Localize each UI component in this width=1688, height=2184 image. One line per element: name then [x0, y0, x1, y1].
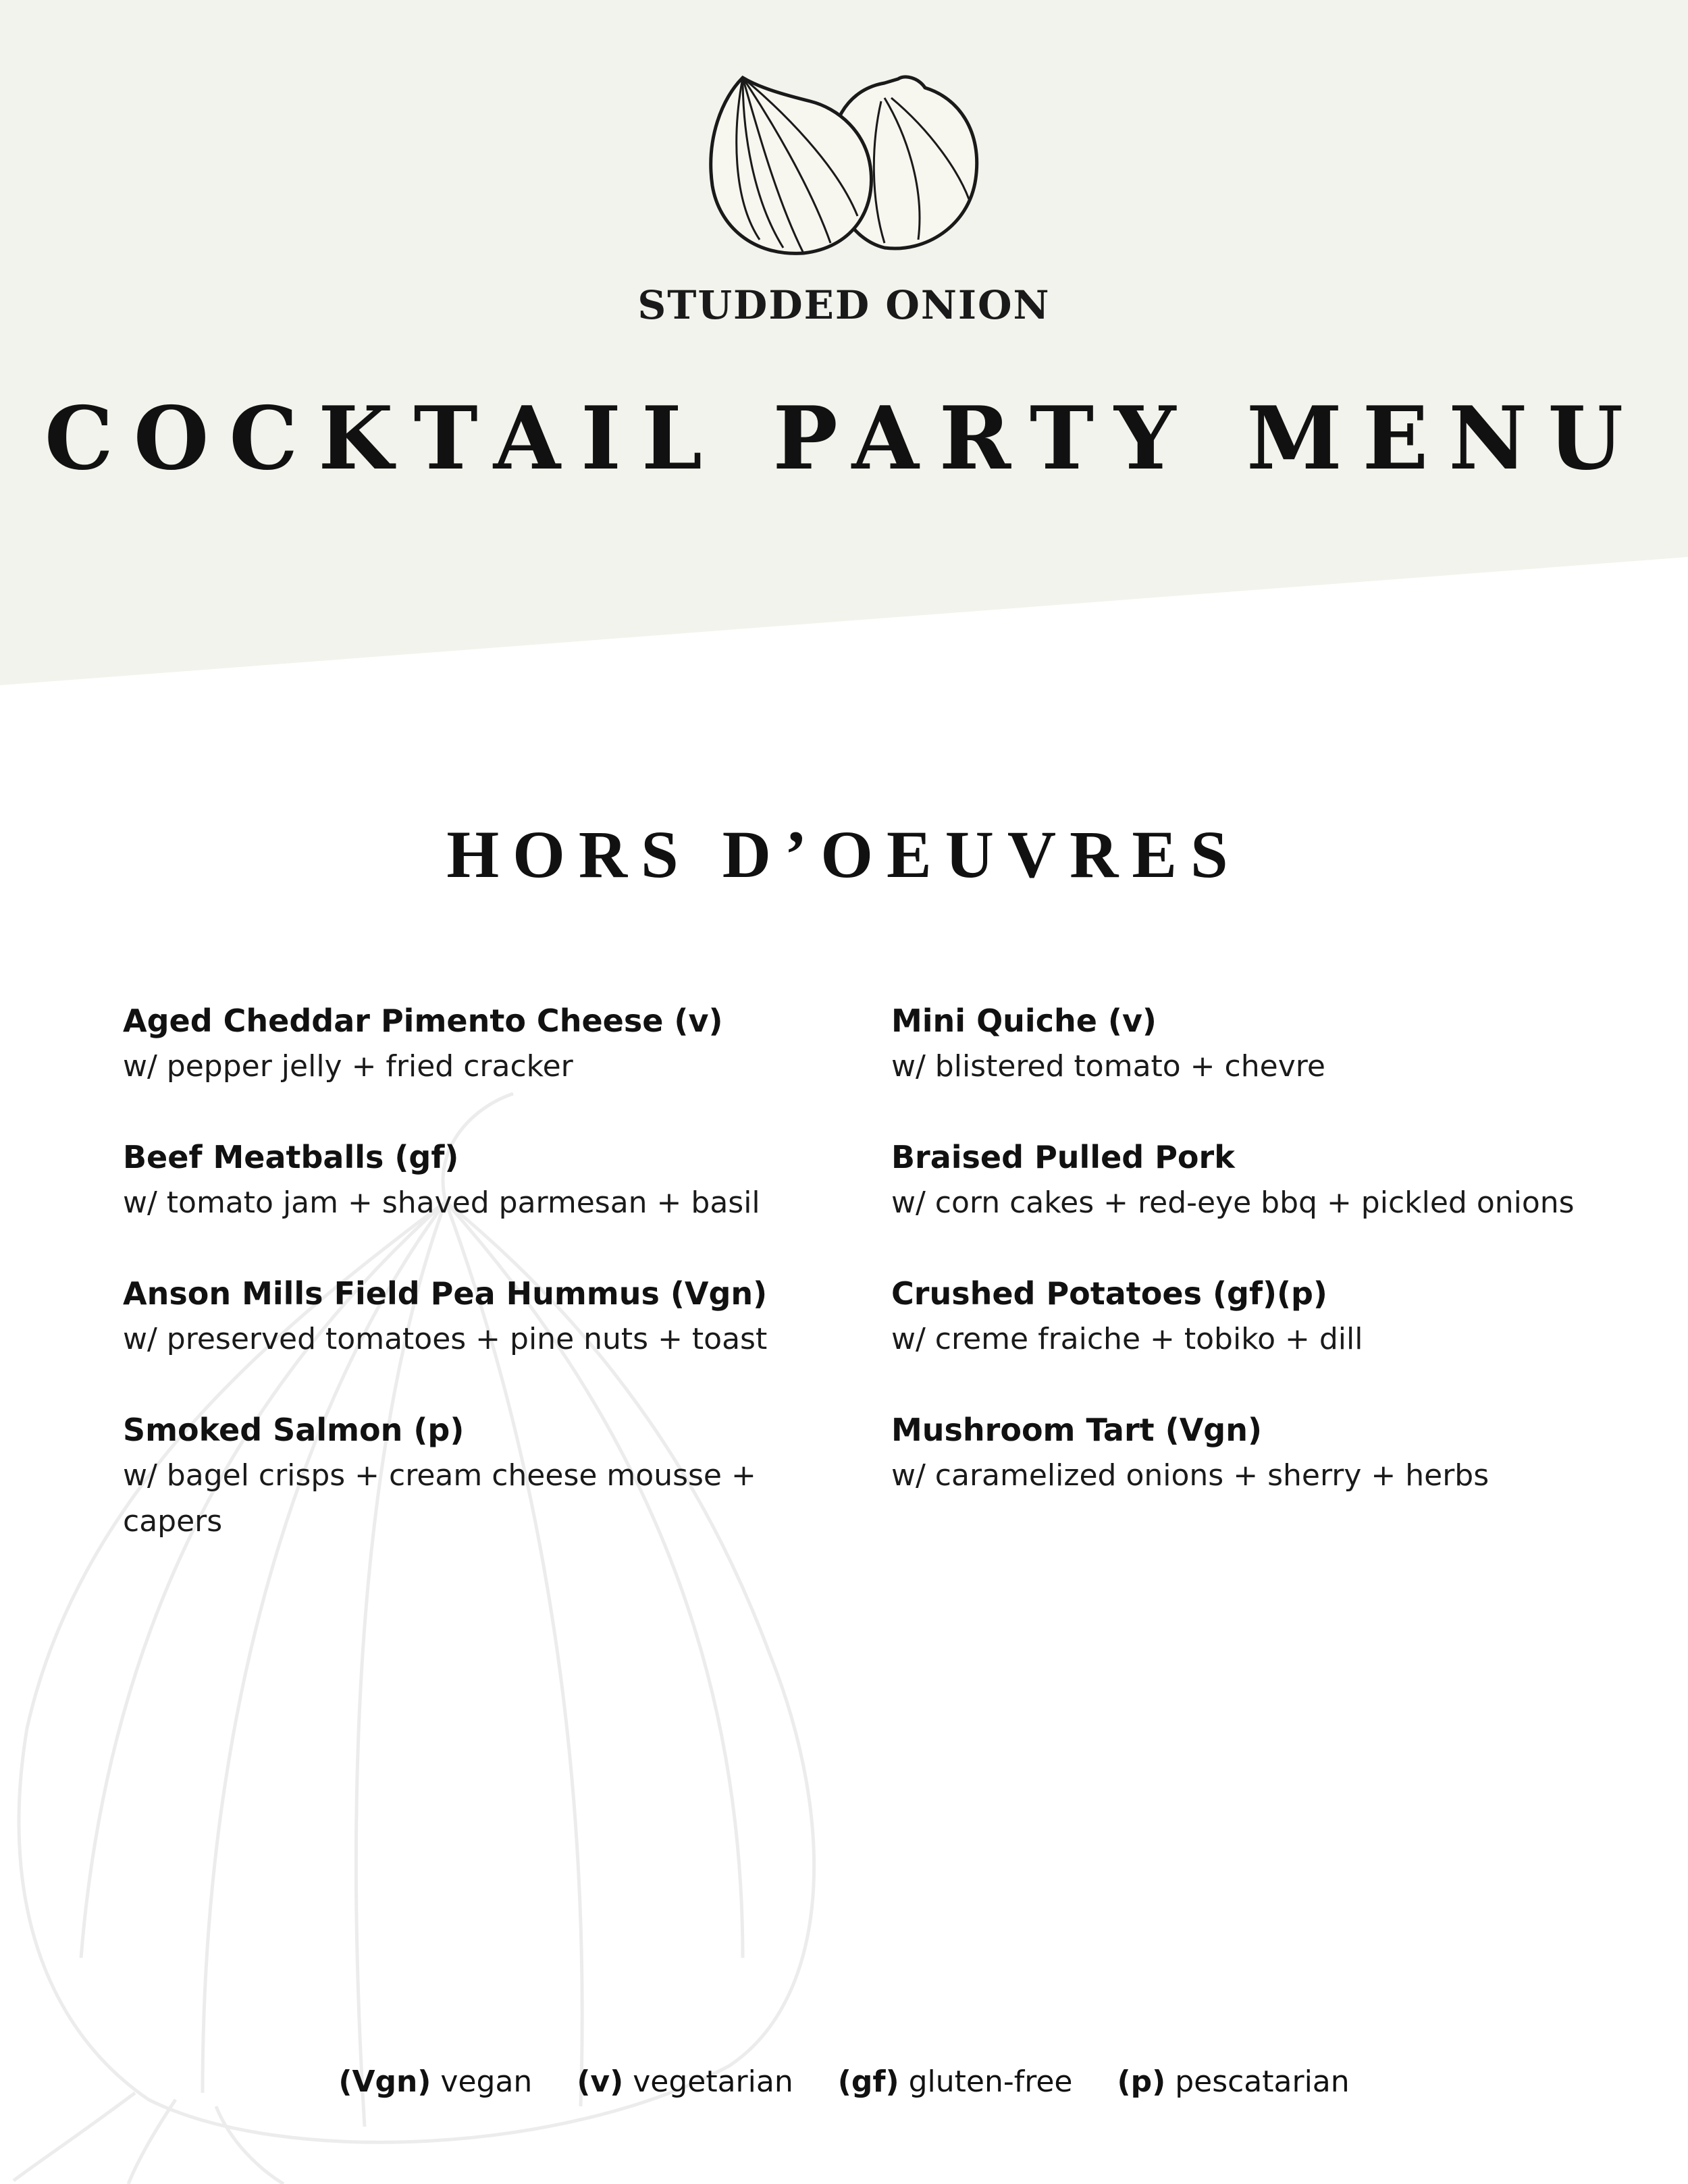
menu-item-description: w/ corn cakes + red-eye bbq + pickled onions	[891, 1186, 1575, 1220]
menu-item-description: w/ blistered tomato + chevre	[891, 1049, 1325, 1084]
brand-name: STUDDED ONION	[637, 282, 1051, 328]
legend-code: (Vgn)	[338, 2065, 431, 2099]
menu-column-left	[123, 998, 832, 1589]
menu-item-name: Crushed Potatoes (gf)(p)	[891, 1275, 1327, 1312]
menu-item-name: Mushroom Tart (Vgn)	[891, 1412, 1262, 1448]
menu-item	[891, 1134, 1600, 1226]
menu-item-description: w/ preserved tomatoes + pine nuts + toast	[123, 1322, 768, 1356]
menu-item-description: w/ pepper jelly + fried cracker	[123, 1049, 573, 1084]
menu-item-name: Aged Cheddar Pimento Cheese (v)	[123, 1003, 723, 1039]
legend-label: gluten-free	[908, 2065, 1073, 2099]
menu-item-name: Mini Quiche (v)	[891, 1003, 1157, 1039]
menu-item	[123, 1407, 832, 1545]
menu-item	[123, 1271, 832, 1362]
dietary-legend	[0, 2065, 1688, 2099]
menu-item-name: Anson Mills Field Pea Hummus (Vgn)	[123, 1275, 768, 1312]
section-title: HORS D’OEUVRES	[446, 817, 1242, 892]
menu-item	[891, 1271, 1600, 1362]
legend-entry-vegetarian	[577, 2065, 793, 2099]
menu-item-description: w/ bagel crisps + cream cheese mousse + capers	[123, 1458, 756, 1539]
menu-title: COCKTAIL PARTY MENU	[45, 388, 1643, 489]
legend-label: vegetarian	[633, 2065, 793, 2099]
legend-code: (v)	[577, 2065, 624, 2099]
menu-column-right	[891, 998, 1600, 1543]
menu-item	[891, 1407, 1600, 1499]
legend-code: (gf)	[837, 2065, 899, 2099]
legend-entry-gluten-free	[838, 2065, 1073, 2099]
menu-item	[123, 1134, 832, 1226]
menu-item	[891, 998, 1600, 1090]
menu-item-name: Beef Meatballs (gf)	[123, 1139, 459, 1175]
menu-item	[123, 998, 832, 1090]
legend-entry-vegan	[338, 2065, 532, 2099]
menu-item-name: Braised Pulled Pork	[891, 1139, 1235, 1175]
menu-item-description: w/ creme fraiche + tobiko + dill	[891, 1322, 1363, 1356]
legend-label: pescatarian	[1175, 2065, 1350, 2099]
legend-code: (p)	[1117, 2065, 1166, 2099]
onion-logo-icon	[702, 71, 986, 267]
legend-label: vegan	[440, 2065, 533, 2099]
menu-item-description: w/ tomato jam + shaved parmesan + basil	[123, 1186, 760, 1220]
legend-entry-pescatarian	[1117, 2065, 1349, 2099]
menu-item-name: Smoked Salmon (p)	[123, 1412, 465, 1448]
menu-item-description: w/ caramelized onions + sherry + herbs	[891, 1458, 1489, 1493]
